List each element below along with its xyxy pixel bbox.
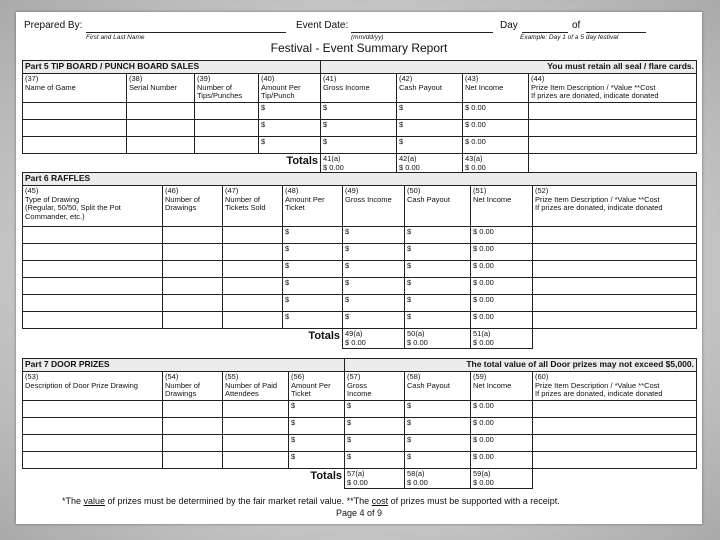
table-row xyxy=(23,418,697,435)
column-header: (58) Cash Payout xyxy=(405,372,471,401)
amount-cell[interactable]: $ xyxy=(283,312,343,329)
input-cell[interactable] xyxy=(163,227,223,244)
column-header: (51) Net Income xyxy=(471,186,533,227)
column-header: (39) Number of Tips/Punches xyxy=(195,74,259,103)
gross-cell[interactable]: $ xyxy=(343,227,405,244)
prize-cell[interactable] xyxy=(533,278,697,295)
column-header: (53) Description of Door Prize Drawing xyxy=(23,372,163,401)
event-date-label: Event Date: xyxy=(296,20,349,31)
part7-totals-row xyxy=(23,469,697,489)
amount-cell[interactable]: $ xyxy=(283,261,343,278)
input-cell[interactable] xyxy=(195,103,259,120)
payout-cell[interactable]: $ xyxy=(397,103,463,120)
payout-cell[interactable]: $ xyxy=(397,120,463,137)
amount-cell[interactable]: $ xyxy=(289,401,345,418)
gross-cell[interactable]: $ xyxy=(321,120,397,137)
footnote-text: *The xyxy=(62,496,84,506)
total-value: $ 0.00 xyxy=(347,477,368,487)
prize-cell[interactable] xyxy=(533,452,697,469)
input-cell[interactable] xyxy=(23,418,163,435)
table-row xyxy=(23,103,697,120)
net-cell: $ 0.00 xyxy=(471,452,533,469)
column-header: (45) Type of Drawing (Regular, 50/50, Split the Pot Commander, etc.) xyxy=(23,186,163,227)
table-row xyxy=(23,278,697,295)
column-header: (40) Amount Per Tip/Punch xyxy=(259,74,321,103)
table-row xyxy=(23,452,697,469)
input-cell[interactable] xyxy=(195,137,259,154)
prepared-by-label: Prepared By: xyxy=(24,20,83,31)
column-header: (48) Amount Per Ticket xyxy=(283,186,343,227)
total-code: 59(a) xyxy=(473,469,491,478)
column-header: (59) Net Income xyxy=(471,372,533,401)
amount-cell[interactable]: $ xyxy=(283,295,343,312)
net-cell: $ 0.00 xyxy=(471,312,533,329)
column-header: (46) Number of Drawings xyxy=(163,186,223,227)
payout-cell[interactable]: $ xyxy=(405,312,471,329)
amount-cell[interactable]: $ xyxy=(259,137,321,154)
amount-cell[interactable]: $ xyxy=(289,435,345,452)
total-code: 58(a) xyxy=(407,469,425,478)
page-number: Page 4 of 9 xyxy=(335,508,383,518)
part5-title: Part 5 TIP BOARD / PUNCH BOARD SALES xyxy=(23,61,321,74)
input-cell[interactable] xyxy=(223,227,283,244)
payout-cell[interactable]: $ xyxy=(405,435,471,452)
amount-cell[interactable]: $ xyxy=(283,227,343,244)
footnote-text: of prizes must be determined by the fair market retail value. **The xyxy=(105,496,372,506)
footnote-cost-word: cost xyxy=(371,496,389,506)
amount-cell[interactable]: $ xyxy=(289,418,345,435)
prize-cell[interactable] xyxy=(533,227,697,244)
spacer xyxy=(533,469,697,489)
input-cell[interactable] xyxy=(23,401,163,418)
part6-table xyxy=(22,172,697,349)
gross-cell[interactable]: $ xyxy=(343,261,405,278)
payout-cell[interactable]: $ xyxy=(397,137,463,154)
total-value: $ 0.00 xyxy=(407,477,428,487)
column-header: (52) Prize Item Description / *Value **Cost If prizes are donated, indicate donated xyxy=(533,186,697,227)
gross-cell[interactable]: $ xyxy=(345,418,405,435)
gross-cell[interactable]: $ xyxy=(345,401,405,418)
of-label: of xyxy=(572,20,581,31)
net-cell: $ 0.00 xyxy=(471,261,533,278)
totals-label: Totals xyxy=(23,154,321,174)
gross-cell[interactable]: $ xyxy=(321,137,397,154)
prize-cell[interactable] xyxy=(533,418,697,435)
day-field[interactable] xyxy=(522,32,568,33)
part7-title: Part 7 DOOR PRIZES xyxy=(23,359,345,372)
total-value: $ 0.00 xyxy=(473,337,494,347)
payout-cell[interactable]: $ xyxy=(405,261,471,278)
payout-cell[interactable]: $ xyxy=(405,401,471,418)
gross-cell[interactable]: $ xyxy=(345,452,405,469)
payout-cell[interactable]: $ xyxy=(405,244,471,261)
net-cell: $ 0.00 xyxy=(471,227,533,244)
input-cell[interactable] xyxy=(163,295,223,312)
part5-note: You must retain all seal / flare cards. xyxy=(321,61,697,74)
column-header: (42) Cash Payout xyxy=(397,74,463,103)
column-header: (56) Amount Per Ticket xyxy=(289,372,345,401)
gross-cell[interactable]: $ xyxy=(345,435,405,452)
input-cell[interactable] xyxy=(195,120,259,137)
part6-totals-row xyxy=(23,329,697,349)
footnote xyxy=(62,496,560,506)
table-row xyxy=(23,244,697,261)
amount-cell[interactable]: $ xyxy=(289,452,345,469)
prize-cell[interactable] xyxy=(533,244,697,261)
column-header: (43) Net Income xyxy=(463,74,529,103)
table-row xyxy=(23,261,697,278)
gross-cell[interactable]: $ xyxy=(343,244,405,261)
prize-cell[interactable] xyxy=(529,120,697,137)
input-cell[interactable] xyxy=(127,103,195,120)
input-cell[interactable] xyxy=(223,261,283,278)
total-cell xyxy=(321,154,397,174)
payout-cell[interactable]: $ xyxy=(405,227,471,244)
total-code: 42(a) xyxy=(399,154,417,163)
footnote-value-word: value xyxy=(83,496,106,506)
total-cell xyxy=(405,329,471,349)
total-code: 43(a) xyxy=(465,154,483,163)
payout-cell[interactable]: $ xyxy=(405,295,471,312)
prize-cell[interactable] xyxy=(529,103,697,120)
column-header: (38) Serial Number xyxy=(127,74,195,103)
table-row xyxy=(23,312,697,329)
total-cell xyxy=(405,469,471,489)
column-header: (60) Prize Item Description / *Value **Cost If prizes are donated, indicate donated xyxy=(533,372,697,401)
part7-header-row xyxy=(23,372,697,401)
part5-header-row xyxy=(23,74,697,103)
total-value: $ 0.00 xyxy=(407,337,428,347)
input-cell[interactable] xyxy=(23,295,163,312)
prize-cell[interactable] xyxy=(529,137,697,154)
part7-note: The total value of all Door prizes may not exceed $5,000. xyxy=(345,359,697,372)
event-date-field[interactable] xyxy=(351,32,493,33)
gross-cell[interactable]: $ xyxy=(343,312,405,329)
part6-title: Part 6 RAFFLES xyxy=(23,173,697,186)
prize-cell[interactable] xyxy=(533,312,697,329)
net-cell: $ 0.00 xyxy=(471,435,533,452)
part7-table xyxy=(22,358,697,489)
amount-cell[interactable]: $ xyxy=(283,244,343,261)
table-row xyxy=(23,435,697,452)
net-cell: $ 0.00 xyxy=(463,137,529,154)
input-cell[interactable] xyxy=(163,435,223,452)
input-cell[interactable] xyxy=(23,312,163,329)
part5-totals-row xyxy=(23,154,697,174)
input-cell[interactable] xyxy=(163,401,223,418)
input-cell[interactable] xyxy=(223,244,283,261)
total-cell xyxy=(463,154,529,174)
total-code: 41(a) xyxy=(323,154,341,163)
amount-cell[interactable]: $ xyxy=(259,120,321,137)
total-code: 51(a) xyxy=(473,329,491,338)
gross-cell[interactable]: $ xyxy=(343,278,405,295)
payout-cell[interactable]: $ xyxy=(405,278,471,295)
input-cell[interactable] xyxy=(23,103,127,120)
total-value: $ 0.00 xyxy=(323,162,344,172)
input-cell[interactable] xyxy=(23,244,163,261)
input-cell[interactable] xyxy=(223,312,283,329)
totals-label: Totals xyxy=(23,469,345,489)
prize-cell[interactable] xyxy=(533,261,697,278)
input-cell[interactable] xyxy=(163,261,223,278)
prepared-by-hint: First and Last Name xyxy=(86,34,145,41)
total-cell xyxy=(345,469,405,489)
total-value: $ 0.00 xyxy=(345,337,366,347)
net-cell: $ 0.00 xyxy=(471,295,533,312)
prize-cell[interactable] xyxy=(533,435,697,452)
net-cell: $ 0.00 xyxy=(463,103,529,120)
column-header: (44) Prize Item Description / *Value **Cost If prizes are donated, indicate donated xyxy=(529,74,697,103)
net-cell: $ 0.00 xyxy=(463,120,529,137)
input-cell[interactable] xyxy=(223,401,289,418)
part5-table xyxy=(22,60,697,174)
total-cell xyxy=(397,154,463,174)
event-date-hint: (mm/dd/yy) xyxy=(351,34,384,41)
total-cell xyxy=(471,469,533,489)
column-header: (49) Gross Income xyxy=(343,186,405,227)
table-row xyxy=(23,227,697,244)
column-header: (57) Gross Income xyxy=(345,372,405,401)
input-cell[interactable] xyxy=(23,120,127,137)
net-cell: $ 0.00 xyxy=(471,244,533,261)
prize-cell[interactable] xyxy=(533,295,697,312)
input-cell[interactable] xyxy=(223,435,289,452)
input-cell[interactable] xyxy=(163,244,223,261)
input-cell[interactable] xyxy=(23,435,163,452)
net-cell: $ 0.00 xyxy=(471,401,533,418)
spacer xyxy=(533,329,697,349)
total-code: 49(a) xyxy=(345,329,363,338)
table-row xyxy=(23,120,697,137)
totals-label: Totals xyxy=(23,329,343,349)
table-row xyxy=(23,137,697,154)
table-row xyxy=(23,401,697,418)
total-value: $ 0.00 xyxy=(465,162,486,172)
total-cell xyxy=(471,329,533,349)
input-cell[interactable] xyxy=(23,137,127,154)
spacer xyxy=(529,154,697,174)
net-cell: $ 0.00 xyxy=(471,278,533,295)
total-code: 50(a) xyxy=(407,329,425,338)
amount-cell[interactable]: $ xyxy=(259,103,321,120)
input-cell[interactable] xyxy=(163,278,223,295)
total-cell xyxy=(343,329,405,349)
total-value: $ 0.00 xyxy=(473,477,494,487)
payout-cell[interactable]: $ xyxy=(405,418,471,435)
column-header: (47) Number of Tickets Sold xyxy=(223,186,283,227)
prepared-by-field[interactable] xyxy=(86,32,286,33)
column-header: (41) Gross Income xyxy=(321,74,397,103)
prize-cell[interactable] xyxy=(533,401,697,418)
day-total-field[interactable] xyxy=(586,32,646,33)
input-cell[interactable] xyxy=(223,418,289,435)
total-value: $ 0.00 xyxy=(399,162,420,172)
gross-cell[interactable]: $ xyxy=(343,295,405,312)
gross-cell[interactable]: $ xyxy=(321,103,397,120)
column-header: (37) Name of Game xyxy=(23,74,127,103)
report-page xyxy=(16,12,702,524)
day-hint: Example: Day 1 of a 5 day festival xyxy=(520,34,619,41)
input-cell[interactable] xyxy=(223,295,283,312)
day-label: Day xyxy=(500,20,518,31)
total-code: 57(a) xyxy=(347,469,365,478)
input-cell[interactable] xyxy=(163,418,223,435)
amount-cell[interactable]: $ xyxy=(283,278,343,295)
net-cell: $ 0.00 xyxy=(471,418,533,435)
table-row xyxy=(23,295,697,312)
input-cell[interactable] xyxy=(127,120,195,137)
input-cell[interactable] xyxy=(23,261,163,278)
payout-cell[interactable]: $ xyxy=(405,452,471,469)
footnote-text: of prizes must be supported with a receipt. xyxy=(388,496,560,506)
input-cell[interactable] xyxy=(223,278,283,295)
input-cell[interactable] xyxy=(23,278,163,295)
report-title: Festival - Event Summary Report xyxy=(270,41,448,55)
input-cell[interactable] xyxy=(163,452,223,469)
column-header: (50) Cash Payout xyxy=(405,186,471,227)
part6-header-row xyxy=(23,186,697,227)
input-cell[interactable] xyxy=(23,227,163,244)
input-cell[interactable] xyxy=(163,312,223,329)
input-cell[interactable] xyxy=(23,452,163,469)
column-header: (55) Number of Paid Attendees xyxy=(223,372,289,401)
column-header: (54) Number of Drawings xyxy=(163,372,223,401)
input-cell[interactable] xyxy=(127,137,195,154)
input-cell[interactable] xyxy=(223,452,289,469)
